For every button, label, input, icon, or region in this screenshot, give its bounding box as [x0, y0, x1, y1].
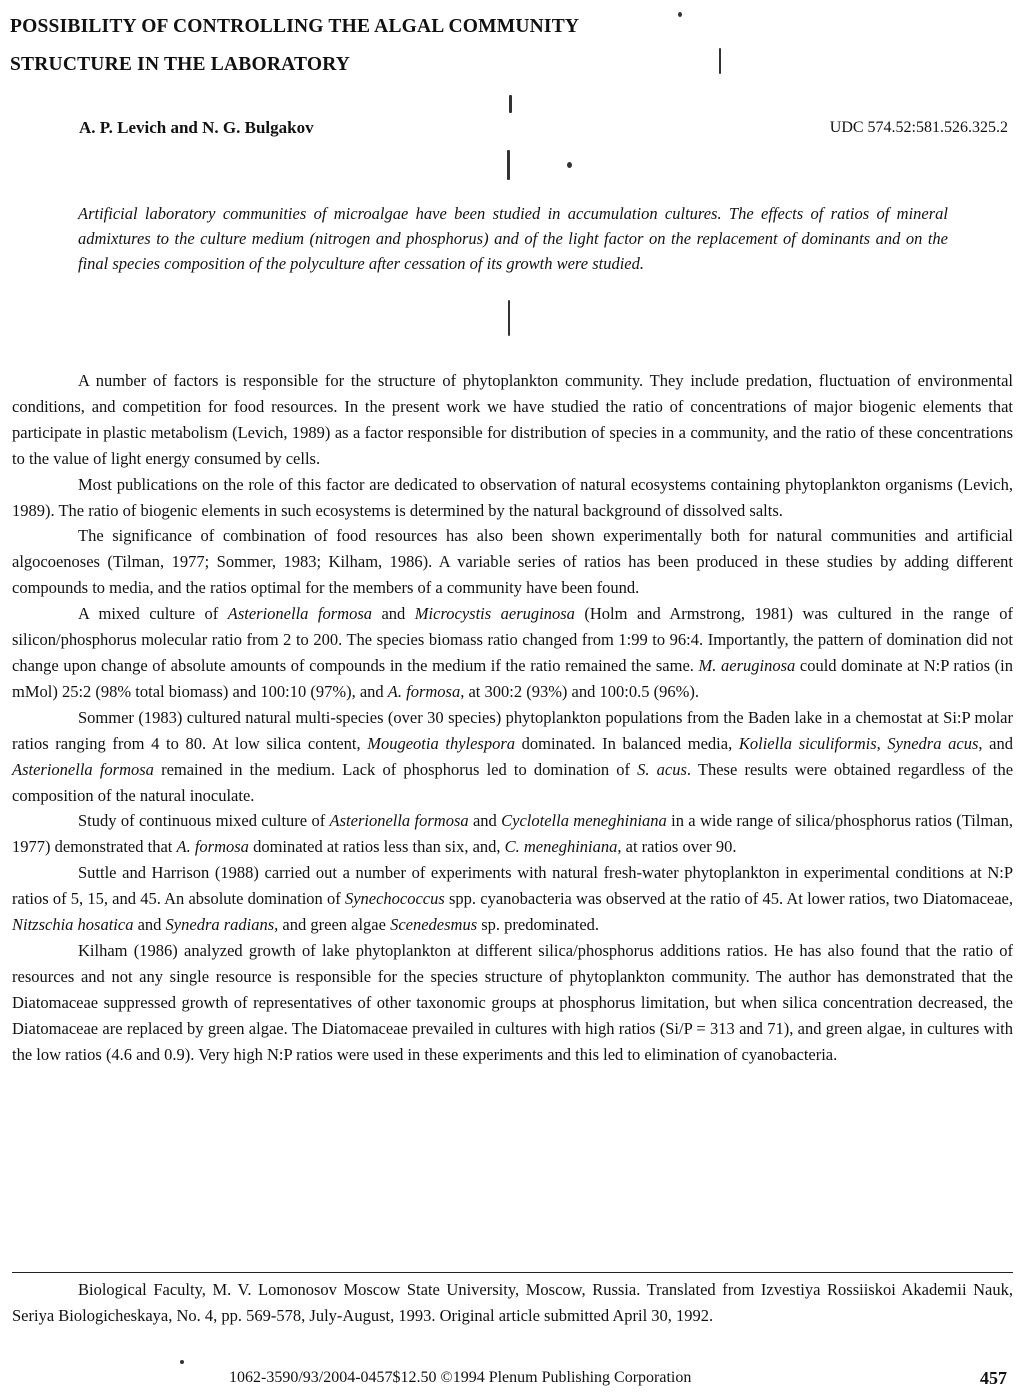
scan-speck — [719, 48, 721, 74]
text-run: and — [468, 811, 502, 831]
species-name: A. formosa — [387, 681, 461, 701]
udc-code: UDC 574.52:581.526.325.2 — [829, 119, 1008, 136]
body-paragraph — [12, 860, 1013, 938]
authors: A. P. Levich and N. G. Bulgakov — [79, 118, 314, 137]
text-run: , and green algae — [274, 915, 391, 935]
body-paragraph — [12, 938, 1013, 1068]
body-paragraph — [12, 601, 1013, 705]
species-name: Asterionella formosa — [227, 604, 372, 624]
species-name: Asterionella formosa — [12, 759, 154, 779]
text-run: could dominate at N:P ratios (in mMol) 25:2 (98% total biomass) and 100:10 (97%), and — [12, 655, 1013, 701]
text-run: , — [876, 733, 888, 753]
species-name: A. formosa — [176, 837, 249, 857]
text-run: , at 300:2 (93%) and 100:0.5 (96%). — [460, 681, 699, 701]
text-run: dominated. In balanced media, — [515, 733, 739, 753]
body-paragraph — [12, 472, 1013, 524]
text-run: A number of factors is responsible for the structure of phytoplankton community. They include predation, fluctuation of environmental conditions, and competition for food resources. In the present work we have studied the ratio of concentrations of major biogenic elements that participate in plastic metabolism (Levich, 1989) as a factor responsible for distribution of species in a community, and the ratio of these concentrations to the value of light energy consumed by cells. — [12, 371, 1013, 468]
species-name: Nitzschia hosatica — [12, 915, 134, 935]
scan-speck — [678, 12, 682, 17]
body-paragraph — [12, 808, 1013, 860]
text-run: . These results were obtained regardless of the composition of the natural inoculate. — [12, 759, 1014, 805]
abstract: Artificial laboratory communities of microalgae have been studied in accumulation cultures. The effects of ratios of mineral admixtures to the culture medium (nitrogen and phosphorus) and of the light factor on the replacement of dominants and on the final species composition of the polyculture after cessation of its growth were studied. — [78, 204, 948, 274]
text-run: , at ratios over 90. — [617, 837, 737, 857]
scan-speck — [507, 150, 510, 180]
scan-speck — [567, 162, 572, 168]
species-name: Synedra radians — [165, 915, 275, 935]
title-line-2: STRUCTURE IN THE LABORATORY — [10, 54, 351, 75]
text-run: Study of continuous mixed culture of — [78, 811, 330, 831]
text-run: sp. predominated. — [477, 915, 600, 935]
species-name: Cyclotella meneghiniana — [501, 811, 667, 831]
scan-speck — [180, 1360, 184, 1364]
text-run: Most publications on the role of this factor are dedicated to observation of natural ecosystems containing phytoplankton organisms (Levich, 1989). The ratio of biogenic elements in such ecosystems is determined by the natural background of dissolved salts. — [12, 474, 1013, 520]
species-name: Scenedesmus — [390, 915, 478, 935]
scan-speck — [509, 95, 512, 113]
article-title — [10, 8, 579, 84]
text-run: dominated at ratios less than six, and, — [248, 837, 505, 857]
text-run: Kilham (1986) analyzed growth of lake phytoplankton at different silica/phosphorus additions ratios. He has also found that the ratio of resources and not any single resource is responsible for the species structure of phytoplankton community. The author has demonstrated that the Diatomaceae suppressed growth of representatives of other taxonomic groups at phosphorus limitation, but when silica concentration decreased, the Diatomaceae are replaced by green algae. The Diatomaceae prevailed in cultures with high ratios (Si/P = 313 and 71), and green algae, in cultures with the low ratios (4.6 and 0.9). Very high N:P ratios were used in these experiments and this led to elimination of cyanobacteria. — [12, 940, 1013, 1064]
species-name: Microcystis aeruginosa — [414, 604, 575, 624]
text-run: Sommer (1983) cultured natural multi-species (over 30 species) phytoplankton populations from the Baden lake in a chemostat at Si:P molar ratios ranging from 4 to 80. At low silica content, — [12, 707, 1013, 753]
title-line-1: POSSIBILITY OF CONTROLLING THE ALGAL COMMUNITY — [10, 16, 580, 37]
species-name: Synedra acus — [887, 733, 979, 753]
text-run: spp. cyanobacteria was observed at the ratio of 45. At lower ratios, two Diatomaceae, — [444, 889, 1013, 909]
scan-speck — [508, 300, 510, 336]
text-run: and — [371, 604, 415, 624]
body-paragraph — [12, 368, 1013, 472]
footnote-rule — [12, 1272, 1013, 1273]
text-run: (Holm and Armstrong, 1981) was cultured in the range of silicon/phosphorus molecular ratio from 2 to 200. The species biomass ratio changed from 1:99 to 96:4. Importantly, the pattern of domination did not change upon change of absolute amounts of compounds in the medium if the ratio remained the same. — [12, 604, 1013, 675]
text-run: in a wide range of silica/phosphorus ratios (Tilman, 1977) demonstrated that — [12, 811, 1013, 857]
species-name: Synechococcus — [344, 889, 445, 909]
text-run: A mixed culture of — [78, 604, 228, 624]
species-name: Koliella siculiformis — [738, 733, 877, 753]
footnote: Biological Faculty, M. V. Lomonosov Moscow State University, Moscow, Russia. Translated from Izvestiya Rossiiskoi Akademii Nauk, Seriya Biologicheskaya, No. 4, pp. 569-578, July-August, 1993. Original article submitted April 30, 1992. — [12, 1280, 1013, 1325]
text-run: The significance of combination of food resources has also been shown experimentally both for natural communities and artificial algocoenoses (Tilman, 1977; Sommer, 1983; Kilham, 1986). A variable series of ratios has been produced in these studies by adding different compounds to media, and the ratios optimal for the members of a community have been found. — [12, 526, 1013, 598]
body-paragraph — [12, 523, 1013, 601]
species-name: M. aeruginosa — [698, 655, 796, 675]
body-paragraph — [12, 705, 1013, 809]
footer-code: 1062-3590/93/2004-0457$12.50 ©1994 Plenum Publishing Corporation — [229, 1369, 692, 1386]
text-run: Suttle and Harrison (1988) carried out a number of experiments with natural fresh-water phytoplankton in experimental conditions at N:P ratios of 5, 15, and 45. An absolute domination of — [12, 863, 1013, 909]
page-number: 457 — [980, 1368, 1007, 1388]
species-name: Mougeotia thylespora — [367, 733, 516, 753]
text-run: remained in the medium. Lack of phosphorus led to domination of — [153, 759, 638, 779]
article-body — [12, 368, 1013, 1067]
species-name: Asterionella formosa — [329, 811, 469, 831]
text-run: and — [133, 915, 166, 935]
species-name: S. acus — [637, 759, 687, 779]
species-name: C. meneghiniana — [504, 837, 618, 857]
text-run: , and — [978, 733, 1013, 753]
